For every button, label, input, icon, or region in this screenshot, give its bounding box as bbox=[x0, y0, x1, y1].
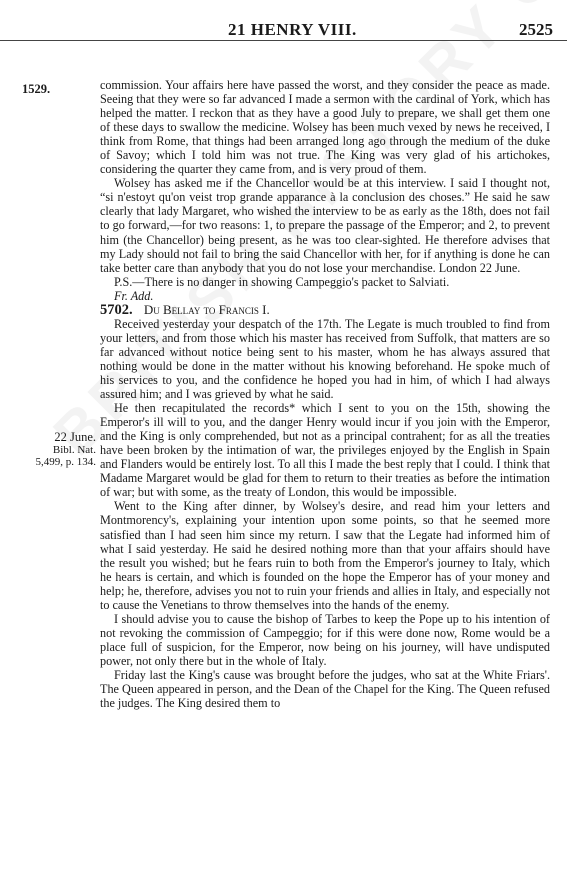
paragraph: Received yesterday your despatch of the 17th. The Legate is much troubled to find from your letters, and from those which his master has received from Suffolk, that matters are so far advanced without notice being sent to his master, whom he has always assured that nothing would be done in the matter without his knowing beforehand. He spoke much of his services to you, and the confidence he hoped you had in him, of which I had always assured him; and I was grieved by what he said. bbox=[100, 316, 550, 402]
postscript: P.S.—There is no danger in showing Campeggio's packet to Salviati. bbox=[114, 274, 450, 289]
margin-source-ref: 5,499, p. 134. bbox=[35, 456, 96, 468]
entry-heading bbox=[100, 303, 550, 317]
main-text bbox=[100, 78, 550, 710]
paragraph: Wolsey has asked me if the Chancellor would be at this interview. I said I thought not, “si n'estoyt qu'on veist trop grande apparance à la conclusion des choses.” He said he saw clearly that lady Margaret, who wished the interview to be as early as the 18th, does not fail to go forward,—for two reasons: 1, to prepare the passage of the Emperor; and 2, to prevent him (the Chancellor) being present, as he was too clear-sighted. He therefore advises that my Lady should not fail to bring the said Chancellor with her, for if anything is done he can take better care than anybody that you do not lose your merchandise. London 22 June. bbox=[100, 176, 550, 275]
page-header bbox=[0, 10, 567, 41]
margin-year: 1529. bbox=[22, 82, 51, 96]
margin-entry-info bbox=[18, 431, 96, 469]
paragraph: commission. Your affairs here have passed the worst, and they consider the peace as made. Seeing that they were so far advanced I made a sermon with the cardinal of York, which has helped the matter. I reckon that as they have a good July to prepare, we shall get them one of these days to swallow the medicine. Wolsey has been much vexed by news he received, I think from Rome, that things had been arranged long ago through the medium of the duke of Savoy; which I told him was not true. The King was very glad of his artichokes, considering the quarter they came from, and is very proud of them. bbox=[100, 78, 550, 177]
paragraph: He then recapitulated the records* which I sent to you on the 15th, showing the Emperor's ill will to you, and the danger Henry would incur if you join with the Emperor, and the King is only comprehended, but not as a principal contrahent; for as all the treaties have been broken by the intimation of war, the privileges enjoyed by the English in Spain and Flanders would be entirely lost. To all this I made the best reply that I could. I think that Madame Margaret would be glad for them to return to their treaties as before the intimation of war; but with some, as the treaty of London, this would be impossible. bbox=[100, 401, 550, 500]
source-reference: Fr. Add. bbox=[114, 288, 154, 303]
margin-source: Bibl. Nat. bbox=[52, 443, 96, 456]
entry-title: Du Bellay to Francis I. bbox=[143, 301, 270, 317]
paragraph: I should advise you to cause the bishop of Tarbes to keep the Pope up to his intention of not revoking the commission of Campeggio; for if this were done now, Rome would be a place full of suspicion, for the Emperor, now being on his journey, will have undisputed power, not only there but in the whole of Italy. bbox=[100, 611, 550, 668]
running-title: 21 HENRY VIII. bbox=[228, 20, 357, 39]
margin-date: 22 June. bbox=[54, 430, 96, 444]
paragraph: Went to the King after dinner, by Wolsey's desire, and read him your letters and Montmorency's, explaining your intention upon some points, so that he seemed more satisfied than I had seen him since my return. I saw that the Legate had informed him of what I said yesterday. He said he desired nothing more than that your affairs should have the result you wished; but he fears ruin to both from the Emperor's journey to Italy, which he hears is certain, and which is founded on the hope the Emperor has of your money and help; he, therefore, advises you not to ruin your friends and allies in Italy, and especially not to cause the Venetians to throw themselves into the hands of the enemy. bbox=[100, 499, 550, 612]
paragraph: Friday last the King's cause was brought before the judges, who sat at the White Friars'. The Queen appeared in person, and the Dean of the Chapel for the King. The Queen refused the judges. The King desired them to bbox=[100, 667, 550, 711]
page-number: 2525 bbox=[519, 20, 553, 39]
entry-number: 5702. bbox=[100, 301, 133, 318]
